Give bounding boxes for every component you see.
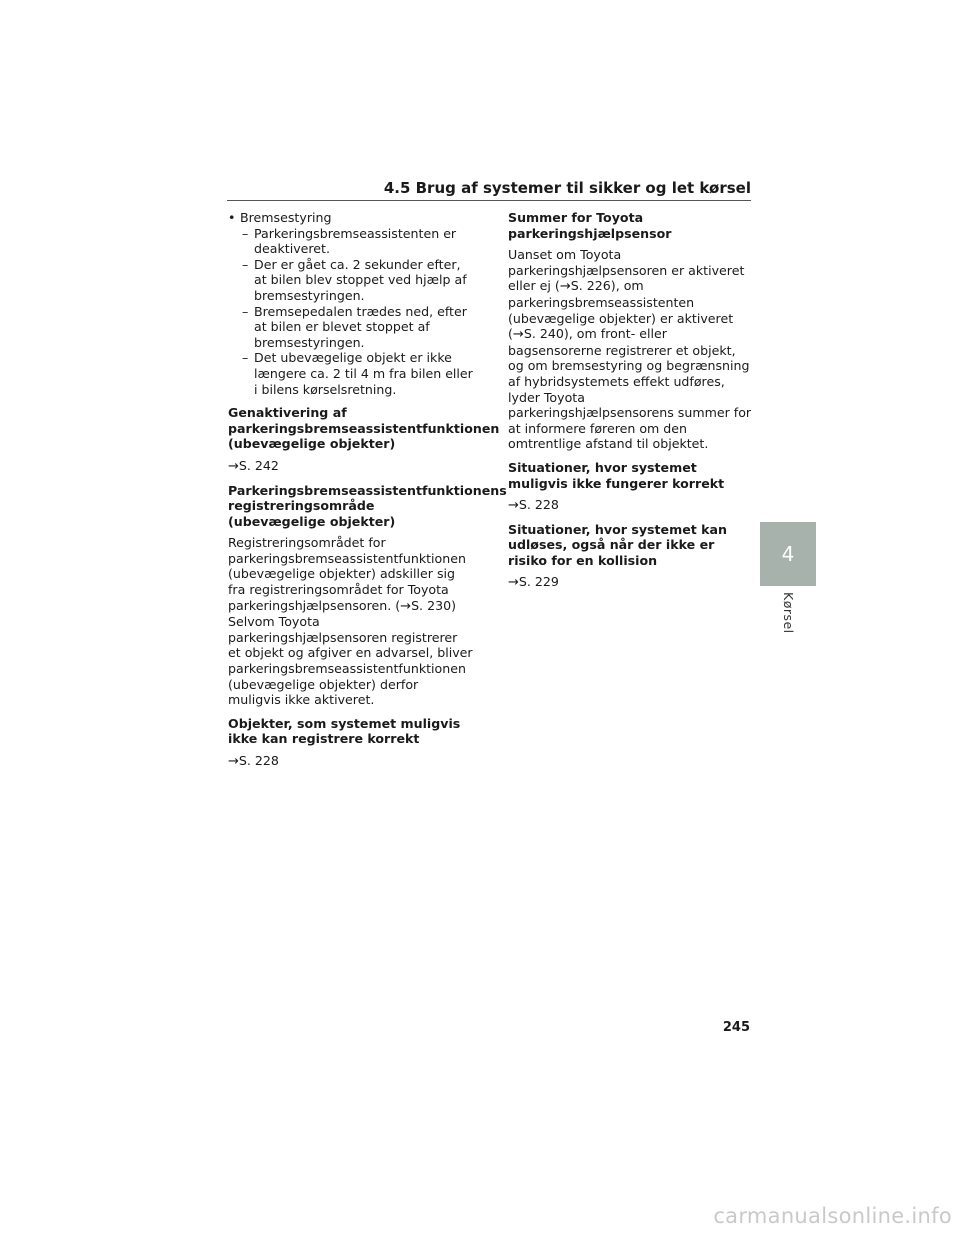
- sub-item: [228, 304, 473, 351]
- sub-item: [228, 350, 473, 397]
- page-reference-text: S. 228: [518, 497, 559, 513]
- heading-reactivation: Genaktivering af parkeringsbremseassistentfunktionen (ubevægelige objekter): [228, 405, 500, 452]
- paragraph-text: S. 226), om parkeringsbremseassistenten (ubevægelige objekter) er aktiveret (: [508, 278, 734, 342]
- heading-false-activation: Situationer, hvor systemet kan udløses, også når der ikke er risiko for en kollision: [508, 521, 727, 568]
- arrow-right-icon: →: [559, 279, 571, 295]
- page-reference-text: S. 229: [518, 574, 559, 590]
- arrow-right-icon: →: [508, 575, 519, 591]
- paragraph-text: Registreringsområdet for parkeringsbremseassistentfunktionen (ubevægelige objekter) adskiller sig fra registreringsområdet for Toyota parkeringshjælpsensoren. (: [228, 535, 466, 613]
- arrow-right-icon: →: [512, 327, 524, 343]
- bullet-item: [228, 210, 473, 226]
- paragraph-text: S. 240), om front- eller bagsensorerne registrerer et objekt, og om bremsestyring og begrænsning af hybridsystemets effekt udføres, lyder Toyota parkeringshjælpsensorens summer for at informere føreren om den omtrentlige afstand til objektet.: [508, 326, 752, 452]
- page-number: 245: [722, 1020, 750, 1035]
- dash-mark: –: [242, 225, 249, 241]
- paragraph-detection-area: [228, 535, 473, 708]
- arrow-right-icon: →: [508, 498, 519, 514]
- header-divider: [227, 200, 751, 201]
- heading-undetectable-objects: Objekter, som systemet muligvis ikke kan registrere korrekt: [228, 715, 461, 747]
- paragraph-text: Selvom Toyota parkeringshjælpsensoren registrerer et objekt og afgiver en advarsel, bliver parkeringsbremseassistentfunktionen (ubevægelige objekter) derfor muligvis ikke aktiveret.: [228, 614, 473, 708]
- dash-mark: –: [242, 303, 249, 319]
- chapter-tab-label: Kørsel: [781, 592, 796, 634]
- page-reference-text: S. 242: [238, 457, 279, 473]
- dash-mark: –: [242, 350, 249, 366]
- page-reference[interactable]: [228, 753, 473, 770]
- chapter-tab[interactable]: [760, 522, 816, 586]
- watermark: carmanualsonline.info: [713, 1204, 952, 1228]
- chapter-number: 4: [781, 542, 795, 566]
- bullet-mark: •: [228, 210, 236, 225]
- arrow-right-icon: →: [228, 754, 239, 769]
- page-reference-text: S. 228: [238, 753, 279, 768]
- right-column: [508, 210, 753, 591]
- sub-item-text: Der er gået ca. 2 sekunder efter, at bilen blev stoppet ved hjælp af bremsestyringen.: [254, 256, 467, 303]
- dash-mark: –: [242, 256, 249, 272]
- page-reference[interactable]: [228, 458, 473, 475]
- heading-malfunction: Situationer, hvor systemet muligvis ikke fungerer korrekt: [508, 459, 725, 491]
- sub-item-text: Bremsepedalen trædes ned, efter at bilen er blevet stoppet af bremsestyringen.: [254, 303, 467, 350]
- paragraph-buzzer: [508, 247, 753, 452]
- heading-buzzer: Summer for Toyota parkeringshjælpsensor: [508, 210, 672, 241]
- paragraph-text: Uanset om Toyota parkeringshjælpsensoren er aktiveret eller ej (: [508, 247, 745, 294]
- page-reference[interactable]: [508, 574, 753, 591]
- sub-item: [228, 226, 473, 257]
- heading-detection-area: Parkeringsbremseassistentfunktionens registreringsområde (ubevægelige objekter): [228, 482, 507, 529]
- chapter-header: 4.5 Brug af systemer til sikker og let kørsel: [383, 179, 751, 197]
- sub-item-text: Parkeringsbremseassistenten er deaktiveret.: [254, 225, 457, 257]
- left-column: [228, 210, 507, 770]
- sub-item-text: Det ubevægelige objekt er ikke længere ca. 2 til 4 m fra bilen eller i bilens kørselsretning.: [254, 350, 473, 397]
- arrow-right-icon: →: [400, 598, 412, 614]
- arrow-right-icon: →: [228, 458, 239, 474]
- sub-item: [228, 257, 473, 304]
- bullet-text: Bremsestyring: [240, 210, 332, 225]
- page-reference[interactable]: [508, 497, 753, 514]
- inline-page-reference[interactable]: S. 230): [411, 597, 457, 613]
